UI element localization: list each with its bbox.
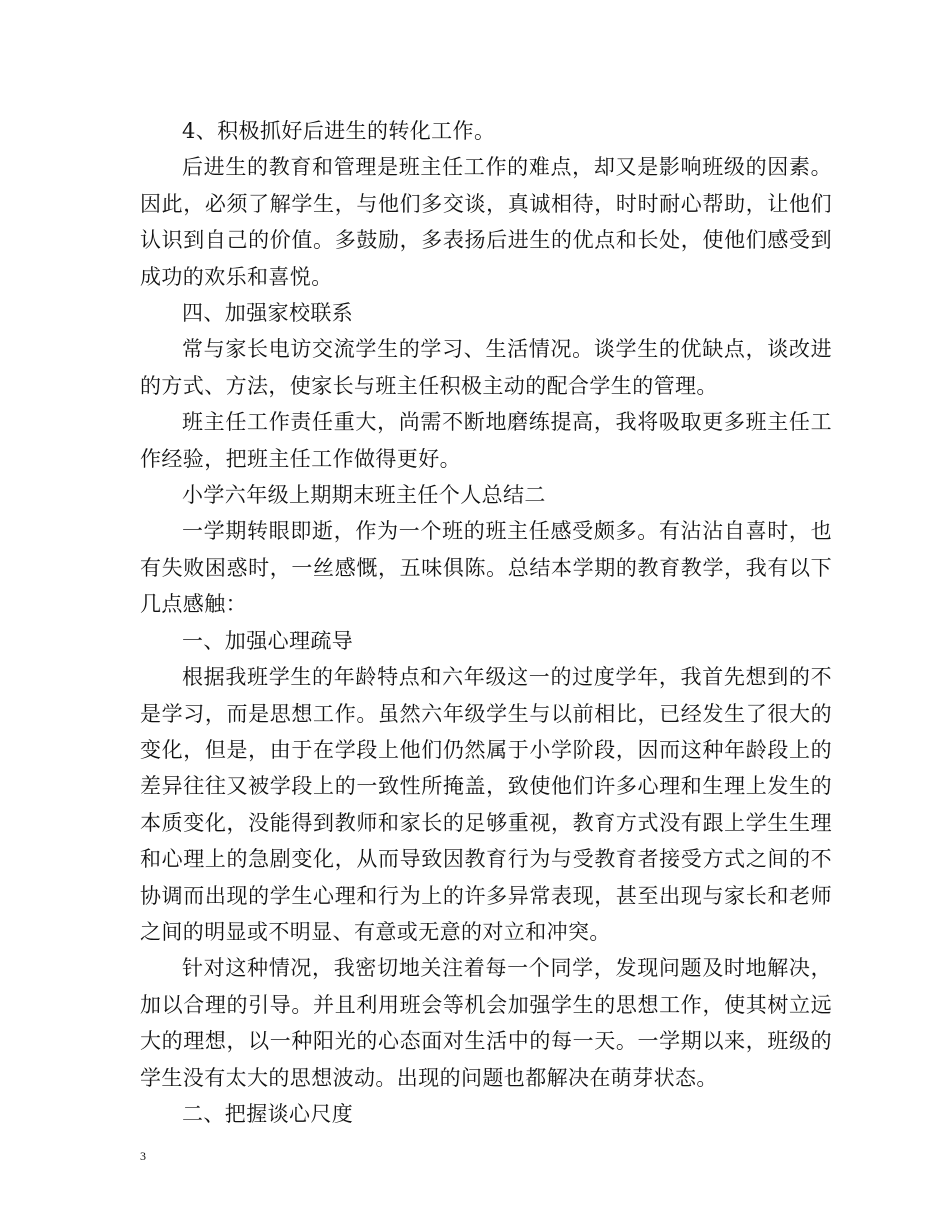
paragraph-psychology-background: 根据我班学生的年龄特点和六年级这一的过度学年，我首先想到的不是学习，而是思想工作。虽然六年级学生与以前相比，已经发生了很大的变化，但是，由于在学段上他们仍然属于小学阶段，因而这种年龄段上的差异往往又被学段上的一致性所掩盖，致使他们许多心理和生理上发生的本质变化，没能得到教师和家长的足够重视，教育方式没有跟上学生生理和心理上的急剧变化，从而导致因教育行为与受教育者接受方式之间的不协调而出现的学生心理和行为上的许多异常表现，甚至出现与家长和老师之间的明显或不明显、有意或无意的对立和冲突。: [140, 665, 832, 944]
page-number: 3: [140, 1149, 146, 1163]
paragraph-home-school: 常与家长电访交流学生的学习、生活情况。谈学生的优缺点，谈改进的方式、方法，使家长与班主任积极主动的配合学生的管理。: [140, 337, 832, 398]
section-heading-late-students: 4、积极抓好后进生的转化工作。: [182, 119, 496, 143]
paragraph-closing-summary: 班主任工作责任重大，尚需不断地磨练提高，我将吸取更多班主任工作经验，把班主任工作做得更好。: [140, 410, 832, 471]
paragraph-psychology-actions: 针对这种情况，我密切地关注着每一个同学，发现问题及时地解决，加以合理的引导。并且利用班会等机会加强学生的思想工作，使其树立远大的理想，以一种阳光的心态面对生活中的每一天。一学期以来，班级的学生没有太大的思想波动。出现的问题也都解决在萌芽状态。: [140, 956, 832, 1090]
section-heading-home-school: 四、加强家校联系: [182, 301, 354, 326]
paragraph-late-students: 后进生的教育和管理是班主任工作的难点，却又是影响班级的因素。因此，必须了解学生，与他们多交谈，真诚相待，时时耐心帮助，让他们认识到自己的价值。多鼓励，多表扬后进生的优点和长处，使他们感受到成功的欢乐和喜悦。: [140, 155, 832, 289]
document-subtitle: 小学六年级上期期末班主任个人总结二: [182, 483, 546, 508]
paragraph-semester-intro: 一学期转眼即逝，作为一个班的班主任感受颇多。有沾沾自喜时，也有失败困惑时，一丝感慨，五味俱陈。总结本学期的教育教学，我有以下几点感触：: [140, 519, 832, 617]
section-heading-psychology: 一、加强心理疏导: [182, 628, 354, 653]
document-body: [140, 113, 832, 1132]
section-heading-conversation: 二、把握谈心尺度: [182, 1101, 354, 1126]
